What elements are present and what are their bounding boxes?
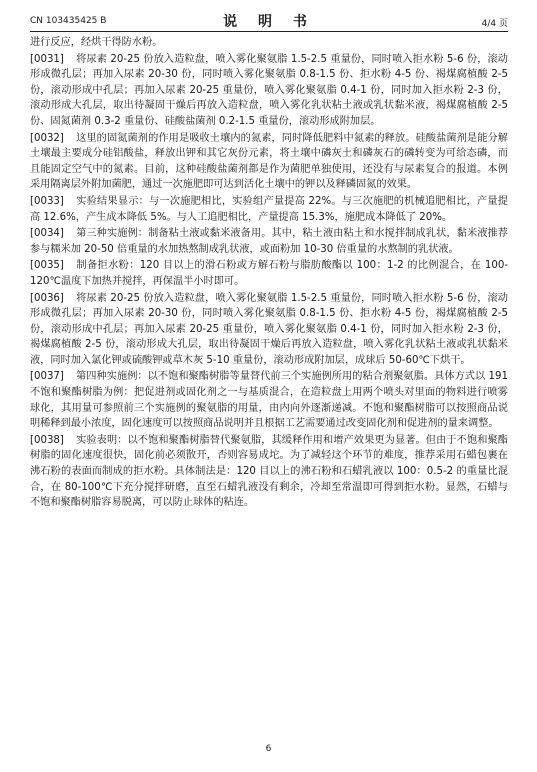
paragraph-text: 实验结果显示：与一次施肥相比，实验组产量提高 22%。与三次施肥的机械追肥相比，产量提高 12.6%，产生成本降低 5%。与人工追肥相比，产量提高 15.3%，施肥成本降低了 20%。 xyxy=(30,195,508,223)
paragraph-0033 xyxy=(30,194,508,225)
publication-number: CN 103435425 B xyxy=(30,16,107,26)
paragraph-0035 xyxy=(30,258,508,289)
paragraph-number: [0038] xyxy=(30,434,64,446)
paragraph-number: [0037] xyxy=(30,371,64,383)
paragraph-0032 xyxy=(30,131,508,193)
paragraph-text: 进行反应，经烘干得防水粉。 xyxy=(30,37,163,48)
page-number: 6 xyxy=(265,744,272,754)
paragraph-text: 制备拒水粉：120 目以上的滑石粉或方解石粉与脂肪酸酯以 100：1-2 的比例混合，在 100-120℃温度下加热并搅拌，再保温半小时即可。 xyxy=(30,260,508,287)
page-info: 4/4 页 xyxy=(481,19,508,29)
paragraph-number: [0031] xyxy=(30,53,64,65)
paragraph-0036 xyxy=(30,291,508,369)
paragraph-text: 将尿素 20-25 份放入造粒盘，喷入雾化聚氨脂 1.5-2.5 重量份，同时喷入拒水粉 5-6 份，滚动形成微孔层；再加入尿素 20-30 份，同时喷入雾化聚氨脂 0.8-1.5 份、拒水粉 4-5 份，褐煤腐植酸 2-5 份，滚动形成中孔层；再加入尿素 20-25 重量份，喷入雾化聚氨脂 0.4-1 份，同时加入拒水粉 2-3 份，褐煤腐植酸 2-5 份，滚动形成大孔层，取出待凝固干燥后再放入造粒盘，喷入雾化乳状粘土液或乳状黏米液，同时加入氯化钾或硫酸钾或草木灰 5-10 重量份，滚动形成附加层，成球后 50-60℃下烘干。 xyxy=(30,292,508,366)
paragraph-0038 xyxy=(30,433,508,511)
paragraph-number: [0036] xyxy=(30,292,64,304)
paragraph-number: [0035] xyxy=(30,260,64,272)
paragraph-0034 xyxy=(30,226,508,257)
page-header xyxy=(30,10,508,30)
paragraph-number: [0032] xyxy=(30,132,64,144)
document-body xyxy=(30,35,508,512)
paragraph-text: 将尿素 20-25 份放入造粒盘，喷入雾化聚氨脂 1.5-2.5 重量份，同时喷入拒水粉 5-6 份，滚动形成微孔层；再加入尿素 20-30 份，同时喷入雾化聚氨脂 0.8-1.5 份、拒水粉 4-5 份、褐煤腐植酸 2-5 份，滚动形成中孔层；再加入尿素 20-25 重量份，喷入雾化聚氨脂 0.4-1 份，同时加入拒水粉 2-3 份，滚动形成大孔层，取出待凝固干燥后再放入造粒盘，喷入雾化乳状粘土液或乳状黏米液，褐煤腐植酸 2-5 份、固氮菌剂 0.3-2 重量份、硅酸盐菌剂 0.2-1.5 重量份，滚动形成附加层。 xyxy=(30,53,508,127)
paragraph-text: 第四种实施例：以不饱和聚酯树脂等量替代前三个实施例所用的粘合剂聚氨脂。具体方式以 191 不饱和聚酯树脂为例：把促进剂或固化剂之一与基质混合，在造粒盘上用两个喷头对里面的物料进行喷雾球化，其用量可参照前三个实施例的聚氨脂的用量，由内向外逐渐递减。不饱和聚酯树脂可以按照商品说明稀释到最小浓度，固化速度可以按照商品说明并且根据工艺需要通过改变固化剂和促进剂的量来调整。 xyxy=(30,371,508,430)
paragraph-text: 这里的固氮菌剂的作用是吸收土壤内的氮素，同时降低肥料中氮素的释放。硅酸盐菌剂是能分解土壤最主要成分硅铝酸盐，释放出钾和其它灰份元素，将土壤中磷灰土和磷灰石的磷转变为可给态磷，而且能固定空气中的氮素。目前，这种硅酸盐菌剂都是作为菌肥单独使用，还没有与尿素复合的报道。本例采用隔离层外附加菌肥，通过一次施肥即可达到活化土壤中的钾以及释磷固氮的效果。 xyxy=(30,132,508,191)
document-title: 说 明 书 xyxy=(223,14,315,30)
paragraph-0037 xyxy=(30,369,508,431)
paragraph-number: [0034] xyxy=(30,228,64,240)
paragraph-continuation xyxy=(30,35,508,51)
paragraph-text: 实验表明：以不饱和聚酯树脂替代聚氨脂，其缓释作用和增产效果更为显著。但由于不饱和聚酯树脂的固化速度很快，固化前必须散开，否则容易成坨。为了减轻这个环节的难度，推荐采用石蜡包裹在沸石粉的表面而制成的拒水粉。具体制法是：120 目以上的沸石粉和石蜡乳液以 100：0.5-2 的重量比混合，在 80-100℃下充分搅拌研磨，直至石蜡乳液没有剩余，冷却至常温即可得到拒水粉。显然，石蜡与不饱和聚酯树脂容易脱离，可以防止球体的粘连。 xyxy=(30,434,508,509)
paragraph-text: 第三种实施例：制备粘土液或黏米液备用。其中，粘土液由粘土和水搅拌制成乳状，黏米液推荐参与糯米加 20-50 倍重量的水加热熬制成乳状液，或面粉加 10-30 倍重量的水熬制的乳状液。 xyxy=(30,228,508,255)
header-rule xyxy=(30,31,508,32)
paragraph-number: [0033] xyxy=(30,195,64,207)
paragraph-0031 xyxy=(30,52,508,130)
